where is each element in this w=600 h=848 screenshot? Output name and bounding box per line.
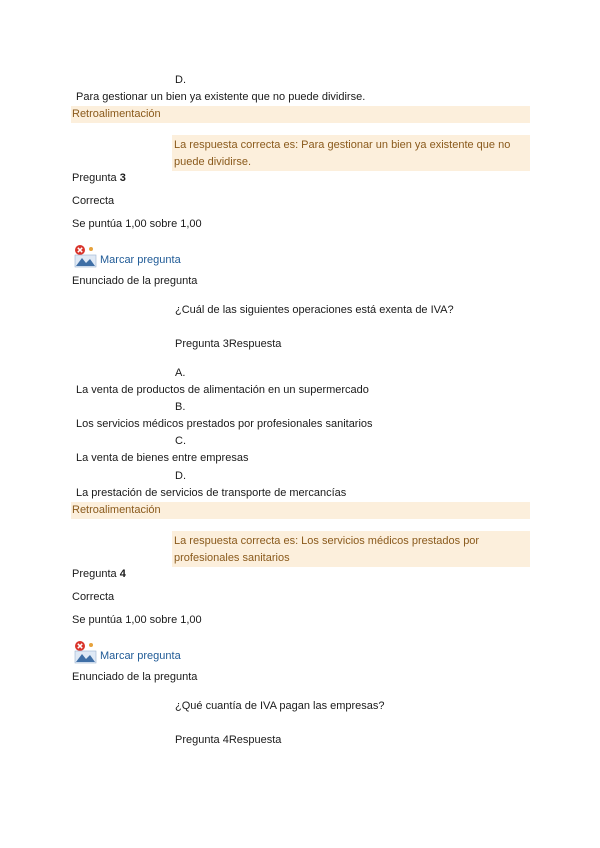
q3-question-text: ¿Cuál de las siguientes operaciones está exenta de IVA?	[175, 304, 454, 316]
flag-question-icon	[74, 244, 98, 268]
q3-heading-prefix: Pregunta	[72, 172, 120, 184]
q3-statement-label: Enunciado de la pregunta	[72, 275, 198, 287]
q3-option-a-letter: A.	[175, 367, 186, 379]
q3-heading	[72, 172, 126, 184]
q3-option-b-letter: B.	[175, 401, 186, 413]
q3-option-b-text[interactable]: Los servicios médicos prestados por profesionales sanitarios	[76, 418, 373, 430]
q2-option-d-text[interactable]: Para gestionar un bien ya existente que no puede dividirse.	[76, 91, 366, 103]
q2-feedback-label: Retroalimentación	[71, 106, 530, 123]
q2-feedback-line1: La respuesta correcta es: Para gestionar un bien ya existente que no	[174, 139, 511, 151]
q4-answer-label: Pregunta 4Respuesta	[175, 734, 282, 746]
q3-feedback-box	[172, 531, 530, 567]
q3-option-c-text[interactable]: La venta de bienes entre empresas	[76, 452, 249, 464]
q2-feedback-box	[172, 135, 530, 171]
q4-flag-label: Marcar pregunta	[100, 650, 181, 662]
q4-heading-prefix: Pregunta	[72, 568, 120, 580]
q3-flag-label: Marcar pregunta	[100, 254, 181, 266]
q3-option-d-letter: D.	[175, 470, 186, 482]
q3-status: Correcta	[72, 195, 115, 207]
flag-question-icon	[74, 640, 98, 664]
q4-question-text: ¿Qué cuantía de IVA pagan las empresas?	[175, 700, 385, 712]
q4-flag-question-link[interactable]	[74, 640, 204, 664]
q3-score: Se puntúa 1,00 sobre 1,00	[72, 218, 202, 230]
q3-feedback-label: Retroalimentación	[71, 502, 530, 519]
q2-option-d-letter: D.	[175, 74, 186, 86]
q4-number: 4	[119, 568, 126, 580]
q3-answer-label: Pregunta 3Respuesta	[175, 338, 282, 350]
q3-feedback-line1: La respuesta correcta es: Los servicios médicos prestados por	[174, 535, 480, 547]
q3-number: 3	[119, 172, 126, 184]
q4-score: Se puntúa 1,00 sobre 1,00	[72, 614, 202, 626]
q3-flag-question-link[interactable]	[74, 244, 204, 268]
q3-feedback-line2: profesionales sanitarios	[174, 552, 290, 564]
q4-status: Correcta	[72, 591, 115, 603]
q4-statement-label: Enunciado de la pregunta	[72, 671, 198, 683]
q3-option-c-letter: C.	[175, 435, 186, 447]
q4-heading	[72, 568, 126, 580]
q3-option-a-text[interactable]: La venta de productos de alimentación en un supermercado	[76, 384, 369, 396]
q2-feedback-line2: puede dividirse.	[174, 156, 252, 168]
q3-option-d-text[interactable]: La prestación de servicios de transporte de mercancías	[76, 487, 347, 499]
